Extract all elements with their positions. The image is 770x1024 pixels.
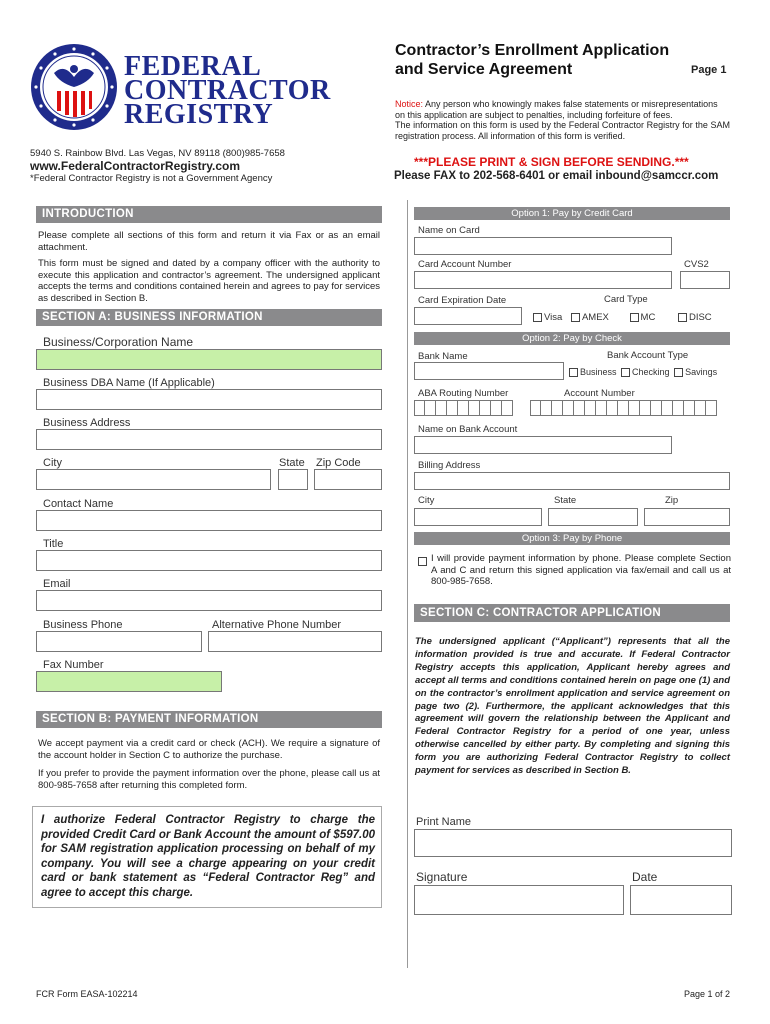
cvs2-label: CVS2 bbox=[684, 259, 709, 270]
logo bbox=[30, 43, 330, 129]
disclaimer: *Federal Contractor Registry is not a Government Agency bbox=[30, 173, 273, 184]
website-link[interactable]: www.FederalContractorRegistry.com bbox=[30, 159, 241, 173]
name-on-card-label: Name on Card bbox=[418, 225, 480, 236]
email-label: Email bbox=[43, 578, 71, 590]
title-label: Title bbox=[43, 538, 64, 550]
eagle-seal-icon bbox=[30, 43, 118, 131]
savings-label: Savings bbox=[685, 367, 718, 377]
dba-input[interactable] bbox=[36, 389, 382, 410]
signature-label: Signature bbox=[416, 870, 468, 884]
notice-text-2: The information on this form is used by the Federal Contractor Registry for the SAM registration process. All information of this form is verified. bbox=[395, 120, 730, 141]
billing-zip-input[interactable] bbox=[644, 508, 730, 526]
email-input[interactable] bbox=[36, 590, 382, 611]
page-of-pages: Page 1 of 2 bbox=[684, 989, 731, 999]
checking-checkbox[interactable] bbox=[621, 368, 630, 377]
mc-checkbox[interactable] bbox=[630, 313, 639, 322]
fax-email-line: Please FAX to 202-568-6401 or email inbound@samccr.com bbox=[394, 170, 719, 182]
bank-name-input[interactable] bbox=[414, 362, 564, 380]
card-type-label: Card Type bbox=[604, 294, 648, 305]
contact-name-label: Contact Name bbox=[43, 498, 114, 510]
authorization-text: I authorize Federal Contractor Registry to charge the provided Credit Card or Bank Account the amount of $597.00 for SAM registration application processing on behalf of my company. You will see a charge appearing on your credit card or bank statement as “Federal Contractor Reg” and agree to accept this charge. bbox=[41, 814, 375, 899]
page-number: Page 1 bbox=[691, 64, 727, 76]
notice-label: Notice: bbox=[395, 99, 424, 109]
business-name-label: Business/Corporation Name bbox=[43, 335, 194, 349]
billing-city-label: City bbox=[418, 495, 435, 506]
option-2-header: Option 2: Pay by Check bbox=[414, 332, 730, 345]
form-title-line1: Contractor’s Enrollment Application bbox=[395, 42, 670, 59]
notice-text: Any person who knowingly makes false statements or misrepresentations on this application are subject to penalties, including forfeiture of fees. bbox=[395, 99, 718, 120]
card-expiration-label: Card Expiration Date bbox=[418, 295, 507, 306]
fax-number-input[interactable] bbox=[36, 671, 222, 692]
billing-zip-label: Zip bbox=[665, 495, 679, 506]
form-title-line2: and Service Agreement bbox=[395, 61, 573, 78]
business-phone-input[interactable] bbox=[36, 631, 202, 652]
bank-name-label: Bank Name bbox=[418, 351, 468, 362]
card-expiration-input[interactable] bbox=[414, 307, 522, 325]
billing-state-input[interactable] bbox=[548, 508, 638, 526]
pay-by-phone-checkbox[interactable] bbox=[418, 553, 427, 571]
name-on-account-input[interactable] bbox=[414, 436, 672, 454]
account-type-options bbox=[569, 367, 717, 377]
section-b-header: SECTION B: PAYMENT INFORMATION bbox=[36, 711, 382, 728]
business-phone-label: Business Phone bbox=[43, 619, 123, 631]
authorization-box bbox=[32, 806, 382, 908]
visa-checkbox[interactable] bbox=[533, 313, 542, 322]
billing-city-input[interactable] bbox=[414, 508, 542, 526]
amex-label: AMEX bbox=[581, 312, 609, 323]
cvs2-input[interactable] bbox=[680, 271, 730, 289]
disc-checkbox[interactable] bbox=[678, 313, 687, 322]
signature-input[interactable] bbox=[414, 885, 624, 915]
account-number-input[interactable] bbox=[530, 400, 717, 416]
card-number-input[interactable] bbox=[414, 271, 672, 289]
bank-account-type-label: Bank Account Type bbox=[607, 350, 689, 361]
contact-name-input[interactable] bbox=[36, 510, 382, 531]
card-type-options bbox=[533, 312, 712, 323]
print-name-label: Print Name bbox=[416, 816, 472, 828]
date-label: Date bbox=[632, 870, 658, 884]
name-on-card-input[interactable] bbox=[414, 237, 672, 255]
section-b-paragraph-1: We accept payment via a credit card or check (ACH). We require a signature of the account holder in Section C to authorize the purchase. bbox=[38, 738, 380, 761]
pay-by-phone-text: I will provide payment information by phone. Please complete Section A and C and return this signed application via fax/email and call us at 800-985-7658. bbox=[431, 553, 731, 588]
card-number-label: Card Account Number bbox=[418, 259, 512, 270]
checking-label: Checking bbox=[632, 367, 670, 377]
dba-label: Business DBA Name (If Applicable) bbox=[43, 377, 215, 389]
alt-phone-label: Alternative Phone Number bbox=[212, 619, 342, 631]
form-id: FCR Form EASA-102214 bbox=[36, 989, 138, 999]
business-address-input[interactable] bbox=[36, 429, 382, 450]
billing-state-label: State bbox=[554, 495, 577, 506]
zip-label: Zip Code bbox=[316, 457, 361, 469]
section-c-header: SECTION C: CONTRACTOR APPLICATION bbox=[414, 604, 730, 622]
title-input[interactable] bbox=[36, 550, 382, 571]
mc-label: MC bbox=[640, 312, 656, 323]
account-number-label: Account Number bbox=[564, 388, 635, 399]
intro-paragraph-2: This form must be signed and dated by a company officer with the authority to execute this application and contractor’s agreement. The undersigned applicant accepts the terms and conditions contained herein and agrees to pay for services as described in Section B. bbox=[38, 258, 380, 304]
intro-paragraph-1: Please complete all sections of this form and return it via Fax or as an email attachment. bbox=[38, 230, 380, 253]
savings-checkbox[interactable] bbox=[674, 368, 683, 377]
logo-line-2: CONTRACTOR bbox=[124, 75, 331, 106]
billing-address-input[interactable] bbox=[414, 472, 730, 490]
section-a-header: SECTION A: BUSINESS INFORMATION bbox=[36, 309, 382, 326]
zip-input[interactable] bbox=[314, 469, 382, 490]
column-divider bbox=[407, 200, 408, 968]
routing-number-input[interactable] bbox=[414, 400, 513, 416]
section-c-text: The undersigned applicant (“Applicant”) represents that all the information provided is true and accurate. If Federal Contractor Registry accepts this application, Applicant hereby agrees and accept all terms and conditions contained herein on page one (1) and on the contractor’s enrollment application and service agreement on page two (2). Furthermore, the applicant acknowledges that this agreement will govern the relationship between the Applicant and Federal Contractor Registry for a period of one year, unless otherwise cancelled by either party. By completing and signing this form you are authorizing Federal Contractor Registry to collect payment for services as described in Section B. bbox=[415, 636, 730, 777]
fax-number-label: Fax Number bbox=[43, 659, 104, 671]
option-3-header: Option 3: Pay by Phone bbox=[414, 532, 730, 545]
state-input[interactable] bbox=[278, 469, 308, 490]
date-input[interactable] bbox=[630, 885, 732, 915]
notice bbox=[395, 99, 730, 121]
logo-line-1: FEDERAL bbox=[124, 51, 262, 82]
city-label: City bbox=[43, 457, 62, 469]
business-label: Business bbox=[580, 367, 617, 377]
billing-address-label: Billing Address bbox=[418, 460, 481, 471]
state-label: State bbox=[279, 457, 305, 469]
visa-label: Visa bbox=[544, 312, 563, 323]
print-name-input[interactable] bbox=[414, 829, 732, 857]
name-on-account-label: Name on Bank Account bbox=[418, 424, 518, 435]
business-name-input[interactable] bbox=[36, 349, 382, 370]
section-b-paragraph-2: If you prefer to provide the payment information over the phone, please call us at 800-985-7658 after returning this completed form. bbox=[38, 768, 380, 791]
business-checkbox[interactable] bbox=[569, 368, 578, 377]
logo-line-3: REGISTRY bbox=[124, 99, 274, 130]
company-address: 5940 S. Rainbow Blvd. Las Vegas, NV 89118 (800)985-7658 bbox=[30, 148, 285, 159]
introduction-header: INTRODUCTION bbox=[36, 206, 382, 223]
business-address-label: Business Address bbox=[43, 417, 131, 429]
print-sign-notice: ***PLEASE PRINT & SIGN BEFORE SENDING.*** bbox=[414, 155, 689, 169]
routing-number-label: ABA Routing Number bbox=[418, 388, 509, 399]
city-input[interactable] bbox=[36, 469, 271, 490]
option-1-header: Option 1: Pay by Credit Card bbox=[414, 207, 730, 220]
disc-label: DISC bbox=[688, 312, 712, 323]
alt-phone-input[interactable] bbox=[208, 631, 382, 652]
amex-checkbox[interactable] bbox=[571, 313, 580, 322]
